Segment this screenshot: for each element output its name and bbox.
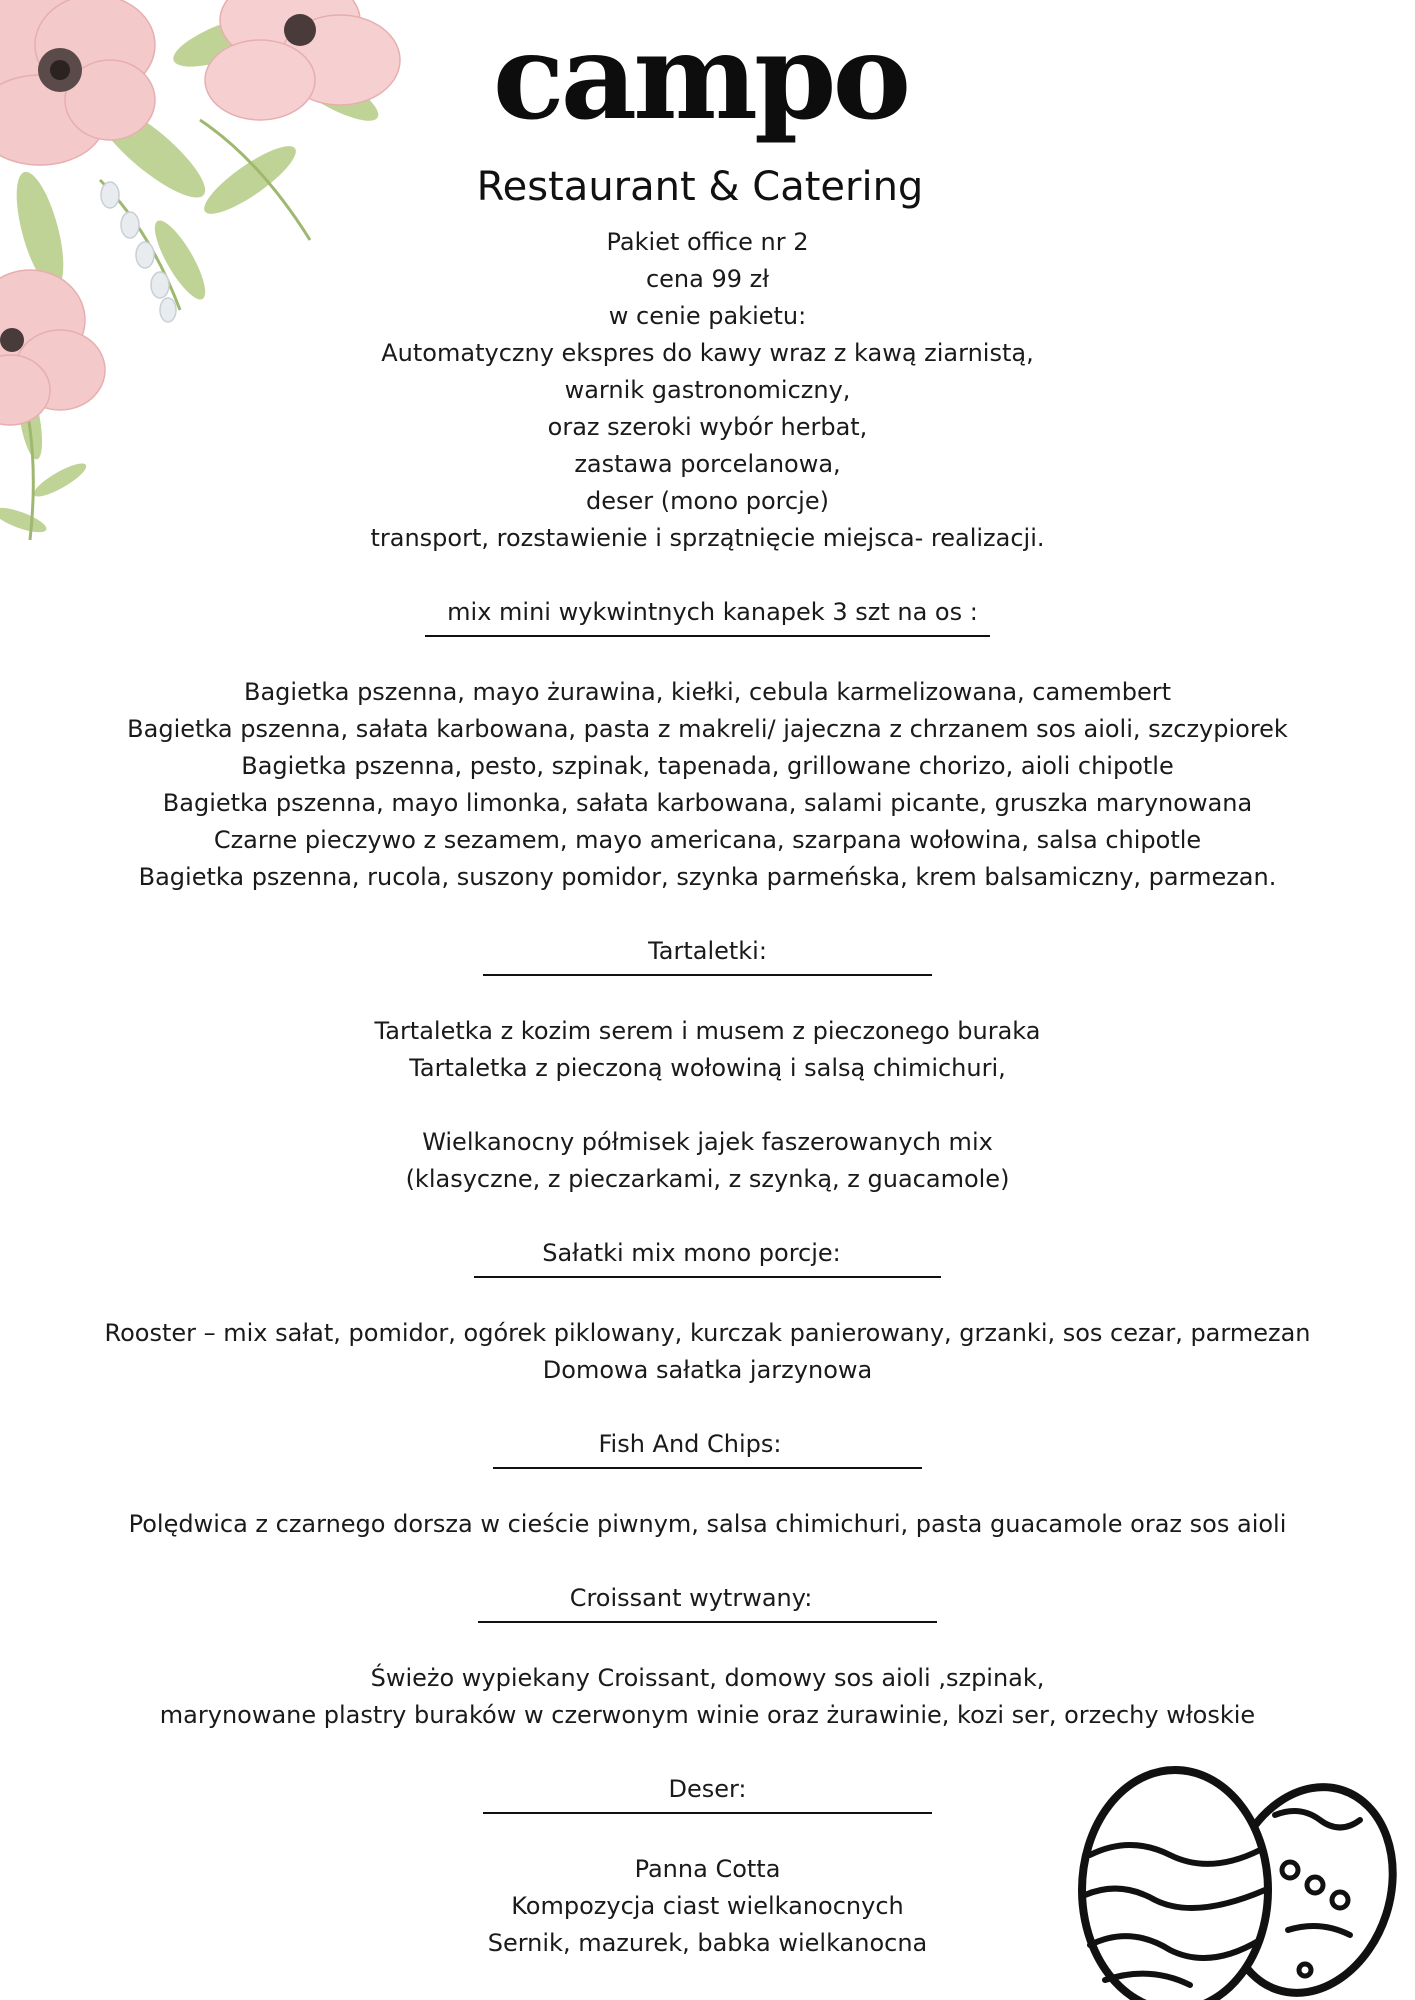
section-heading-croissant: Croissant wytrwany: xyxy=(478,1580,938,1623)
menu-content xyxy=(0,224,1415,1962)
package-item: oraz szeroki wybór herbat, xyxy=(547,413,868,441)
package-item: zastawa porcelanowa, xyxy=(574,450,841,478)
package-item: transport, rozstawienie i sprzątnięcie miejsca- realizacji. xyxy=(370,524,1045,552)
package-item: Automatyczny ekspres do kawy wraz z kawą ziarnistą, xyxy=(381,339,1034,367)
tagline: Restaurant & Catering xyxy=(476,164,924,210)
menu-item: Polędwica z czarnego dorsza w cieście piwnym, salsa chimichuri, pasta guacamole oraz sos aioli xyxy=(128,1510,1287,1538)
menu-item: Czarne pieczywo z sezamem, mayo americana, szarpana wołowina, salsa chipotle xyxy=(213,826,1202,854)
section-heading-sandwiches: mix mini wykwintnych kanapek 3 szt na os : xyxy=(425,594,990,637)
menu-item: Sernik, mazurek, babka wielkanocna xyxy=(487,1929,928,1957)
package-price: cena 99 zł xyxy=(645,265,770,293)
menu-item: Bagietka pszenna, mayo żurawina, kiełki, cebula karmelizowana, camembert xyxy=(244,678,1171,706)
menu-item: Bagietka pszenna, sałata karbowana, pasta z makreli/ jajeczna z chrzanem sos aioli, szczypiorek xyxy=(127,715,1288,743)
menu-item: Bagietka pszenna, pesto, szpinak, tapenada, grillowane chorizo, aioli chipotle xyxy=(241,752,1174,780)
section-heading-salads: Sałatki mix mono porcje: xyxy=(474,1235,941,1278)
menu-item: Domowa sałatka jarzynowa xyxy=(542,1356,873,1384)
package-includes-label: w cenie pakietu: xyxy=(608,302,807,330)
menu-item: Kompozycja ciast wielkanocnych xyxy=(511,1892,904,1920)
menu-item: Bagietka pszenna, mayo limonka, sałata karbowana, salami picante, gruszka marynowana xyxy=(162,789,1253,817)
menu-item: (klasyczne, z pieczarkami, z szynką, z guacamole) xyxy=(405,1165,1010,1193)
menu-item: Świeżo wypiekany Croissant, domowy sos aioli ,szpinak, xyxy=(370,1664,1045,1692)
menu-item: Panna Cotta xyxy=(634,1855,781,1883)
section-heading-tartlets: Tartaletki: xyxy=(483,933,932,976)
brand-logo: campo xyxy=(492,7,908,146)
menu-item: Wielkanocny półmisek jajek faszerowanych mix xyxy=(422,1128,993,1156)
package-name: Pakiet office nr 2 xyxy=(606,228,809,256)
menu-item: Rooster – mix sałat, pomidor, ogórek piklowany, kurczak panierowany, grzanki, sos cezar, parmezan xyxy=(104,1319,1311,1347)
section-heading-fish-and-chips: Fish And Chips: xyxy=(493,1426,921,1469)
menu-item: Tartaletka z kozim serem i musem z pieczonego buraka xyxy=(374,1017,1041,1045)
package-item: deser (mono porcje) xyxy=(586,487,829,515)
menu-item: Bagietka pszenna, rucola, suszony pomidor, szynka parmeńska, krem balsamiczny, parmezan. xyxy=(138,863,1277,891)
menu-item: Tartaletka z pieczoną wołowiną i salsą chimichuri, xyxy=(409,1054,1006,1082)
section-heading-dessert: Deser: xyxy=(483,1771,931,1814)
package-item: warnik gastronomiczny, xyxy=(564,376,851,404)
menu-item: marynowane plastry buraków w czerwonym winie oraz żurawinie, kozi ser, orzechy włoskie xyxy=(159,1701,1256,1729)
